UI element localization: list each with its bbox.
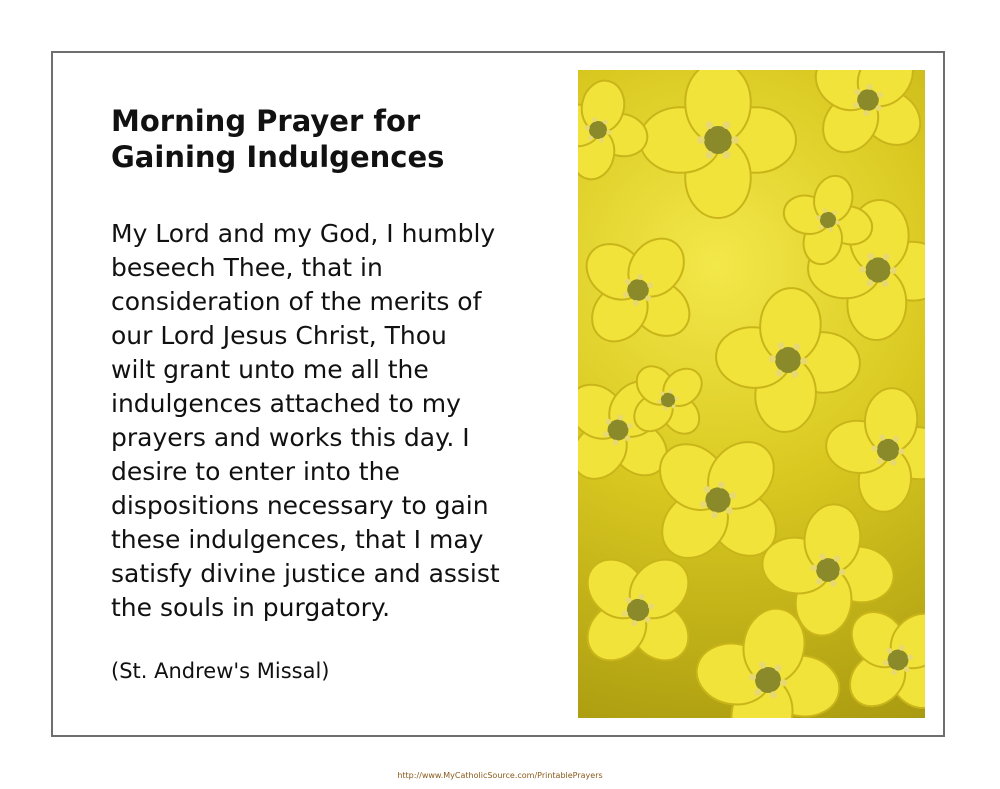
prayer-source: (St. Andrew's Missal) (111, 659, 330, 683)
prayer-body (111, 217, 551, 625)
prayer-card (51, 51, 945, 737)
prayer-body-line: wilt grant unto me all the (111, 355, 429, 384)
prayer-body-line: satisfy divine justice and assist (111, 559, 500, 588)
flower-blossom (640, 70, 796, 218)
prayer-title (111, 103, 531, 175)
prayer-title-line: Morning Prayer for (111, 104, 421, 138)
yellow-flowers-photo (578, 70, 925, 718)
flower-blossom (714, 286, 862, 434)
prayer-body-line: consideration of the merits of (111, 287, 482, 316)
prayer-body-line: the souls in purgatory. (111, 593, 391, 622)
prayer-body-line: beseech Thee, that in (111, 253, 383, 282)
flower-blossom (578, 77, 651, 184)
yellow-flowers-image (578, 70, 925, 718)
flower-blossom (805, 70, 925, 163)
flower-blossom (578, 548, 700, 673)
prayer-body-line: indulgences attached to my (111, 389, 461, 418)
prayer-body-line: dispositions necessary to gain (111, 491, 489, 520)
prayer-body-line: these indulgences, that I may (111, 525, 484, 554)
prayer-body-line: our Lord Jesus Christ, Thou (111, 321, 447, 350)
prayer-title-line: Gaining Indulgences (111, 140, 445, 174)
flower-blossom (824, 386, 925, 515)
footer-url: http://www.MyCatholicSource.com/PrintablePrayers (397, 771, 603, 780)
prayer-body-line: desire to enter into the (111, 457, 400, 486)
prayer-body-line: My Lord and my God, I humbly (111, 219, 496, 248)
flower-blossom (578, 228, 700, 353)
prayer-body-line: prayers and works this day. I (111, 423, 470, 452)
flower-blossom (839, 601, 925, 718)
